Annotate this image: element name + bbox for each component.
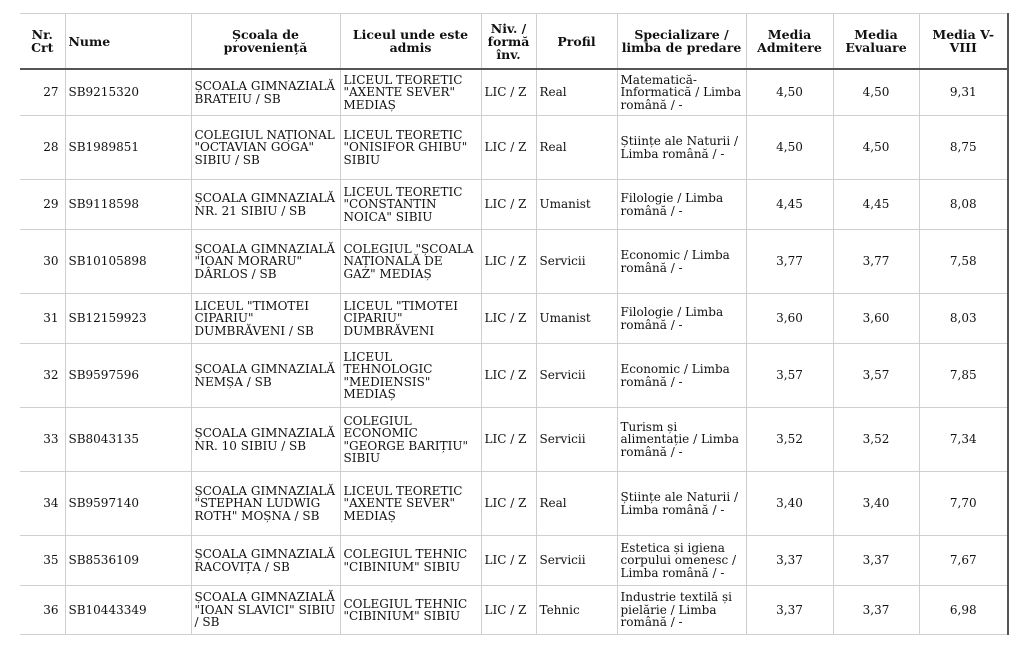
admission-table-wrapper bbox=[20, 13, 1009, 635]
cell-nume: SB8043135 bbox=[65, 408, 191, 472]
table-row bbox=[20, 536, 1008, 586]
cell-profil: Umanist bbox=[536, 294, 617, 344]
cell-profil: Servicii bbox=[536, 536, 617, 586]
table-row bbox=[20, 344, 1008, 408]
cell-specializare: Filologie / Limba română / - bbox=[617, 294, 746, 344]
cell-specializare: Turism și alimentație / Limba română / - bbox=[617, 408, 746, 472]
cell-media-evaluare: 3,57 bbox=[833, 344, 919, 408]
cell-media-admitere: 3,77 bbox=[746, 230, 833, 294]
col-header-nume: Nume bbox=[65, 14, 191, 70]
cell-media-evaluare: 4,50 bbox=[833, 116, 919, 180]
cell-media-v-viii: 7,34 bbox=[919, 408, 1008, 472]
cell-profil: Servicii bbox=[536, 408, 617, 472]
cell-profil: Servicii bbox=[536, 344, 617, 408]
cell-media-admitere: 3,37 bbox=[746, 536, 833, 586]
table-row bbox=[20, 294, 1008, 344]
cell-nr: 36 bbox=[20, 586, 65, 635]
cell-profil: Real bbox=[536, 116, 617, 180]
table-row bbox=[20, 230, 1008, 294]
cell-niv: LIC / Z bbox=[481, 344, 536, 408]
cell-media-admitere: 3,57 bbox=[746, 344, 833, 408]
cell-profil: Umanist bbox=[536, 180, 617, 230]
cell-nr: 27 bbox=[20, 69, 65, 116]
cell-niv: LIC / Z bbox=[481, 408, 536, 472]
col-header-specializare: Specializare / limba de predare bbox=[617, 14, 746, 70]
cell-nr: 30 bbox=[20, 230, 65, 294]
cell-specializare: Matematică-Informatică / Limba română / - bbox=[617, 69, 746, 116]
cell-profil: Tehnic bbox=[536, 586, 617, 635]
cell-specializare: Estetica și igiena corpului omenesc / Limba română / - bbox=[617, 536, 746, 586]
cell-liceu: COLEGIUL TEHNIC "CIBINIUM" SIBIU bbox=[340, 536, 481, 586]
cell-media-evaluare: 3,77 bbox=[833, 230, 919, 294]
cell-media-admitere: 3,37 bbox=[746, 586, 833, 635]
cell-niv: LIC / Z bbox=[481, 69, 536, 116]
cell-media-admitere: 3,40 bbox=[746, 472, 833, 536]
cell-media-v-viii: 8,03 bbox=[919, 294, 1008, 344]
cell-nume: SB9597140 bbox=[65, 472, 191, 536]
cell-media-evaluare: 3,60 bbox=[833, 294, 919, 344]
cell-profil: Real bbox=[536, 472, 617, 536]
col-header-media-evaluare: Media Evaluare bbox=[833, 14, 919, 70]
cell-nr: 31 bbox=[20, 294, 65, 344]
cell-specializare: Filologie / Limba română / - bbox=[617, 180, 746, 230]
cell-nr: 35 bbox=[20, 536, 65, 586]
cell-scoala: COLEGIUL NAȚIONAL "OCTAVIAN GOGA" SIBIU / SB bbox=[191, 116, 340, 180]
cell-liceu: LICEUL "TIMOTEI CIPARIU" DUMBRĂVENI bbox=[340, 294, 481, 344]
cell-media-evaluare: 3,37 bbox=[833, 536, 919, 586]
col-header-media-v-viii: Media V-VIII bbox=[919, 14, 1008, 70]
cell-specializare: Economic / Limba română / - bbox=[617, 230, 746, 294]
cell-nume: SB9118598 bbox=[65, 180, 191, 230]
cell-nume: SB8536109 bbox=[65, 536, 191, 586]
table-row bbox=[20, 180, 1008, 230]
cell-nume: SB9597596 bbox=[65, 344, 191, 408]
cell-liceu: COLEGIUL "ȘCOALA NAȚIONALĂ DE GAZ" MEDIAȘ bbox=[340, 230, 481, 294]
cell-media-v-viii: 7,67 bbox=[919, 536, 1008, 586]
cell-liceu: COLEGIUL TEHNIC "CIBINIUM" SIBIU bbox=[340, 586, 481, 635]
cell-liceu: LICEUL TEORETIC "AXENTE SEVER" MEDIAȘ bbox=[340, 472, 481, 536]
cell-media-evaluare: 3,52 bbox=[833, 408, 919, 472]
cell-scoala: LICEUL "TIMOTEI CIPARIU" DUMBRĂVENI / SB bbox=[191, 294, 340, 344]
cell-niv: LIC / Z bbox=[481, 230, 536, 294]
cell-nume: SB1989851 bbox=[65, 116, 191, 180]
cell-media-v-viii: 7,70 bbox=[919, 472, 1008, 536]
cell-media-v-viii: 8,75 bbox=[919, 116, 1008, 180]
cell-scoala: ȘCOALA GIMNAZIALĂ RACOVIȚA / SB bbox=[191, 536, 340, 586]
cell-scoala: ȘCOALA GIMNAZIALĂ NEMȘA / SB bbox=[191, 344, 340, 408]
cell-media-evaluare: 4,50 bbox=[833, 69, 919, 116]
cell-niv: LIC / Z bbox=[481, 180, 536, 230]
cell-scoala: ȘCOALA GIMNAZIALĂ NR. 21 SIBIU / SB bbox=[191, 180, 340, 230]
cell-liceu: COLEGIUL ECONOMIC "GEORGE BARIȚIU" SIBIU bbox=[340, 408, 481, 472]
cell-nr: 34 bbox=[20, 472, 65, 536]
cell-scoala: ȘCOALA GIMNAZIALĂ "IOAN MORARU" DÂRLOS / SB bbox=[191, 230, 340, 294]
cell-scoala: ȘCOALA GIMNAZIALĂ BRATEIU / SB bbox=[191, 69, 340, 116]
cell-media-evaluare: 3,37 bbox=[833, 586, 919, 635]
cell-nr: 29 bbox=[20, 180, 65, 230]
cell-media-v-viii: 6,98 bbox=[919, 586, 1008, 635]
cell-liceu: LICEUL TEHNOLOGIC "MEDIENSIS" MEDIAȘ bbox=[340, 344, 481, 408]
table-row bbox=[20, 472, 1008, 536]
cell-liceu: LICEUL TEORETIC "AXENTE SEVER" MEDIAȘ bbox=[340, 69, 481, 116]
table-row bbox=[20, 586, 1008, 635]
cell-scoala: ȘCOALA GIMNAZIALĂ "STEPHAN LUDWIG ROTH" MOȘNA / SB bbox=[191, 472, 340, 536]
cell-niv: LIC / Z bbox=[481, 294, 536, 344]
cell-media-admitere: 4,45 bbox=[746, 180, 833, 230]
col-header-profil: Profil bbox=[536, 14, 617, 70]
col-header-media-admitere: Media Admitere bbox=[746, 14, 833, 70]
cell-nume: SB10105898 bbox=[65, 230, 191, 294]
col-header-nr: Nr. Crt bbox=[20, 14, 65, 70]
col-header-scoala: Școala de proveniență bbox=[191, 14, 340, 70]
cell-media-v-viii: 7,85 bbox=[919, 344, 1008, 408]
cell-media-v-viii: 9,31 bbox=[919, 69, 1008, 116]
cell-niv: LIC / Z bbox=[481, 536, 536, 586]
cell-media-admitere: 4,50 bbox=[746, 116, 833, 180]
cell-nr: 28 bbox=[20, 116, 65, 180]
cell-nume: SB10443349 bbox=[65, 586, 191, 635]
cell-profil: Real bbox=[536, 69, 617, 116]
col-header-niv: Niv. / formă înv. bbox=[481, 14, 536, 70]
col-header-liceu: Liceul unde este admis bbox=[340, 14, 481, 70]
cell-profil: Servicii bbox=[536, 230, 617, 294]
cell-media-admitere: 3,60 bbox=[746, 294, 833, 344]
cell-specializare: Științe ale Naturii / Limba română / - bbox=[617, 472, 746, 536]
cell-media-v-viii: 7,58 bbox=[919, 230, 1008, 294]
table-row bbox=[20, 69, 1008, 116]
cell-nume: SB9215320 bbox=[65, 69, 191, 116]
cell-niv: LIC / Z bbox=[481, 472, 536, 536]
cell-nr: 33 bbox=[20, 408, 65, 472]
cell-specializare: Industrie textilă și pielărie / Limba română / - bbox=[617, 586, 746, 635]
cell-media-admitere: 3,52 bbox=[746, 408, 833, 472]
cell-liceu: LICEUL TEORETIC "ONISIFOR GHIBU" SIBIU bbox=[340, 116, 481, 180]
cell-nr: 32 bbox=[20, 344, 65, 408]
table-row bbox=[20, 116, 1008, 180]
cell-specializare: Științe ale Naturii / Limba română / - bbox=[617, 116, 746, 180]
cell-niv: LIC / Z bbox=[481, 116, 536, 180]
cell-specializare: Economic / Limba română / - bbox=[617, 344, 746, 408]
cell-scoala: ȘCOALA GIMNAZIALĂ "IOAN SLAVICI" SIBIU / SB bbox=[191, 586, 340, 635]
cell-media-evaluare: 3,40 bbox=[833, 472, 919, 536]
cell-nume: SB12159923 bbox=[65, 294, 191, 344]
cell-media-v-viii: 8,08 bbox=[919, 180, 1008, 230]
cell-scoala: ȘCOALA GIMNAZIALĂ NR. 10 SIBIU / SB bbox=[191, 408, 340, 472]
admission-results-table bbox=[20, 13, 1009, 635]
cell-niv: LIC / Z bbox=[481, 586, 536, 635]
cell-liceu: LICEUL TEORETIC "CONSTANTIN NOICA" SIBIU bbox=[340, 180, 481, 230]
table-header-row bbox=[20, 14, 1008, 70]
cell-media-admitere: 4,50 bbox=[746, 69, 833, 116]
cell-media-evaluare: 4,45 bbox=[833, 180, 919, 230]
table-row bbox=[20, 408, 1008, 472]
